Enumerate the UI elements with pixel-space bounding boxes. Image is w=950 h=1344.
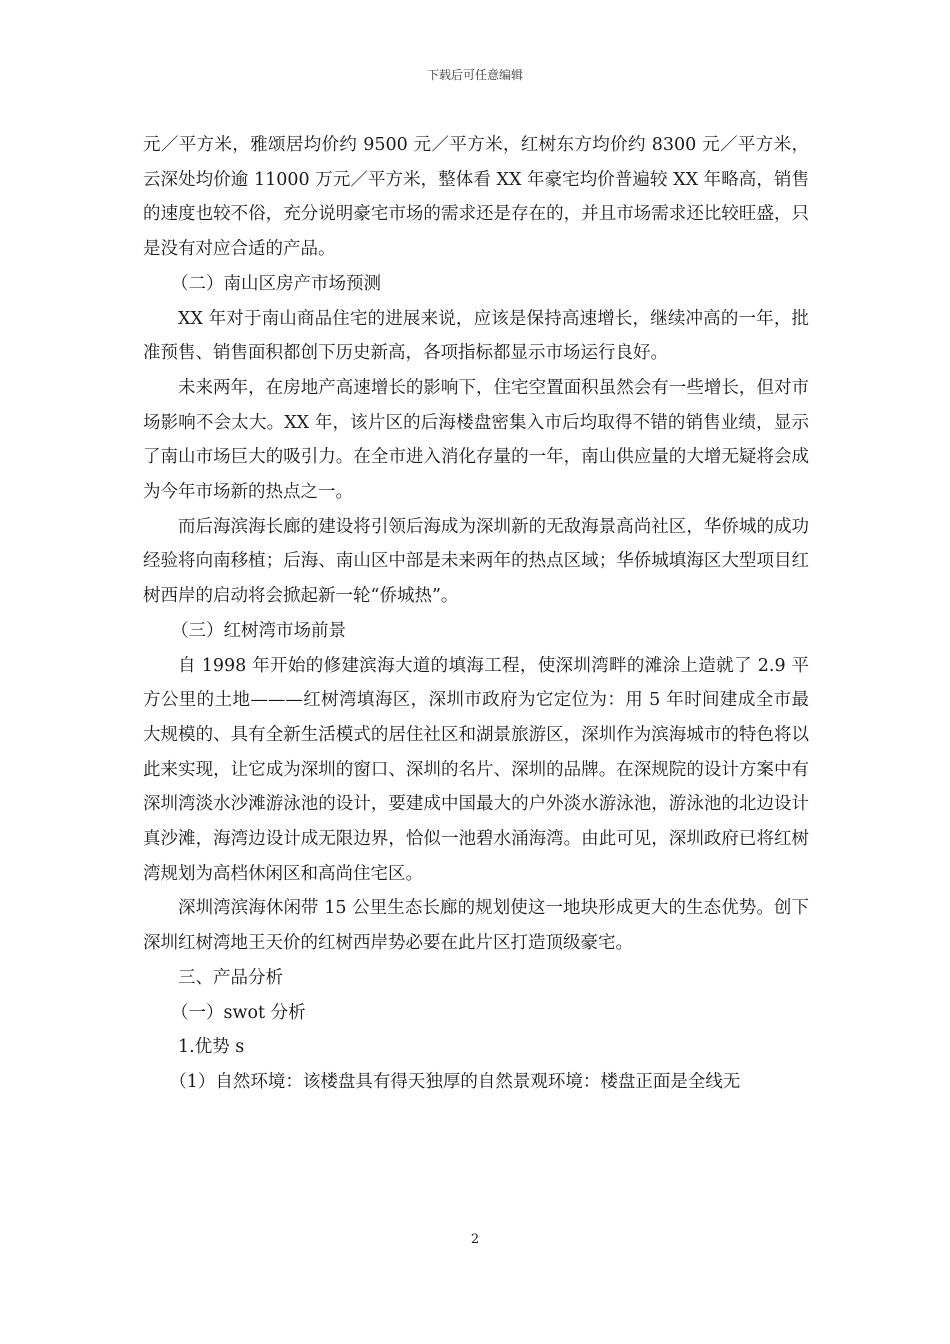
paragraph-reclamation-project: 自 1998 年开始的修建滨海大道的填海工程，使深圳湾畔的滩涂上造就了 2.9 平方公里的土地———红树湾填海区，深圳市政府为它定位为：用 5 年时间建成全市最大规模的、具有全新生活模式的居住社区和湖景旅游区，深圳作为滨海城市的特色将以此来实现，让它成为深圳的窗口、深圳的名片、深圳的品牌。在深规院的设计方案中有深圳湾淡水沙滩游泳池的设计，要建成中国最大的户外淡水游泳池，游泳池的北边设计真沙滩，海湾边设计成无限边界，恰似一池碧水涌海湾。由此可见，深圳政府已将红树湾规划为高档休闲区和高尚住宅区。 [143,655,809,884]
section-heading-nanshan-forecast: （二）南山区房产市场预测 [171,273,381,294]
paragraph-price-summary: 元／平方米，雅颂居均价约 9500 元／平方米，红树东方均价约 8300 元／平方米，云深处均价逾 11000 万元／平方米，整体看 XX 年豪宅均价普遍较 XX 年略高，销售的速度也较不俗，充分说明豪宅市场的需求还是存在的，并且市场需求还比较旺盛，只是没有对应合适的产品。 [143,135,809,260]
paragraph-natural-environment: （1）自然环境：该楼盘具有得天独厚的自然景观环境：楼盘正面是全线无 [169,1071,741,1092]
chapter-heading-product-analysis: 三、产品分析 [178,967,283,988]
subheading-strengths: 1.优势 s [178,1037,245,1058]
paragraph-houhai-promenade: 而后海滨海长廊的建设将引领后海成为深圳新的无敌海景高尚社区，华侨城的成功经验将向南移植；后海、南山区中部是未来两年的热点区域；华侨城填海区大型项目红树西岸的启动将会掀起新一轮“侨城热”。 [143,516,809,607]
paragraph-future-two-years: 未来两年，在房地产高速增长的影响下，住宅空置面积虽然会有一些增长，但对市场影响不会太大。XX 年，该片区的后海楼盘密集入市后均取得不错的销售业绩，显示了南山市场巨大的吸引力。在全市进入消化存量的一年，南山供应量的大增无疑将会成为今年市场新的热点之一。 [143,377,809,503]
paragraph-nanshan-growth: XX 年对于南山商品住宅的进展来说，应该是保持高速增长，继续冲高的一年，批准预售、销售面积都创下历史新高，各项指标都显示市场运行良好。 [143,308,809,364]
document-body [143,128,809,1100]
section-heading-swot: （一）swot 分析 [171,1002,306,1023]
paragraph-eco-corridor: 深圳湾滨海休闲带 15 公里生态长廊的规划使这一地块形成更大的生态优势。创下深圳红树湾地王天价的红树西岸势必要在此片区打造顶级豪宅。 [143,898,809,954]
page-number: 2 [470,1232,480,1247]
section-heading-hongshuwan-outlook: （三）红树湾市场前景 [171,620,346,641]
page-header: 下载后可任意编辑 [426,68,523,82]
